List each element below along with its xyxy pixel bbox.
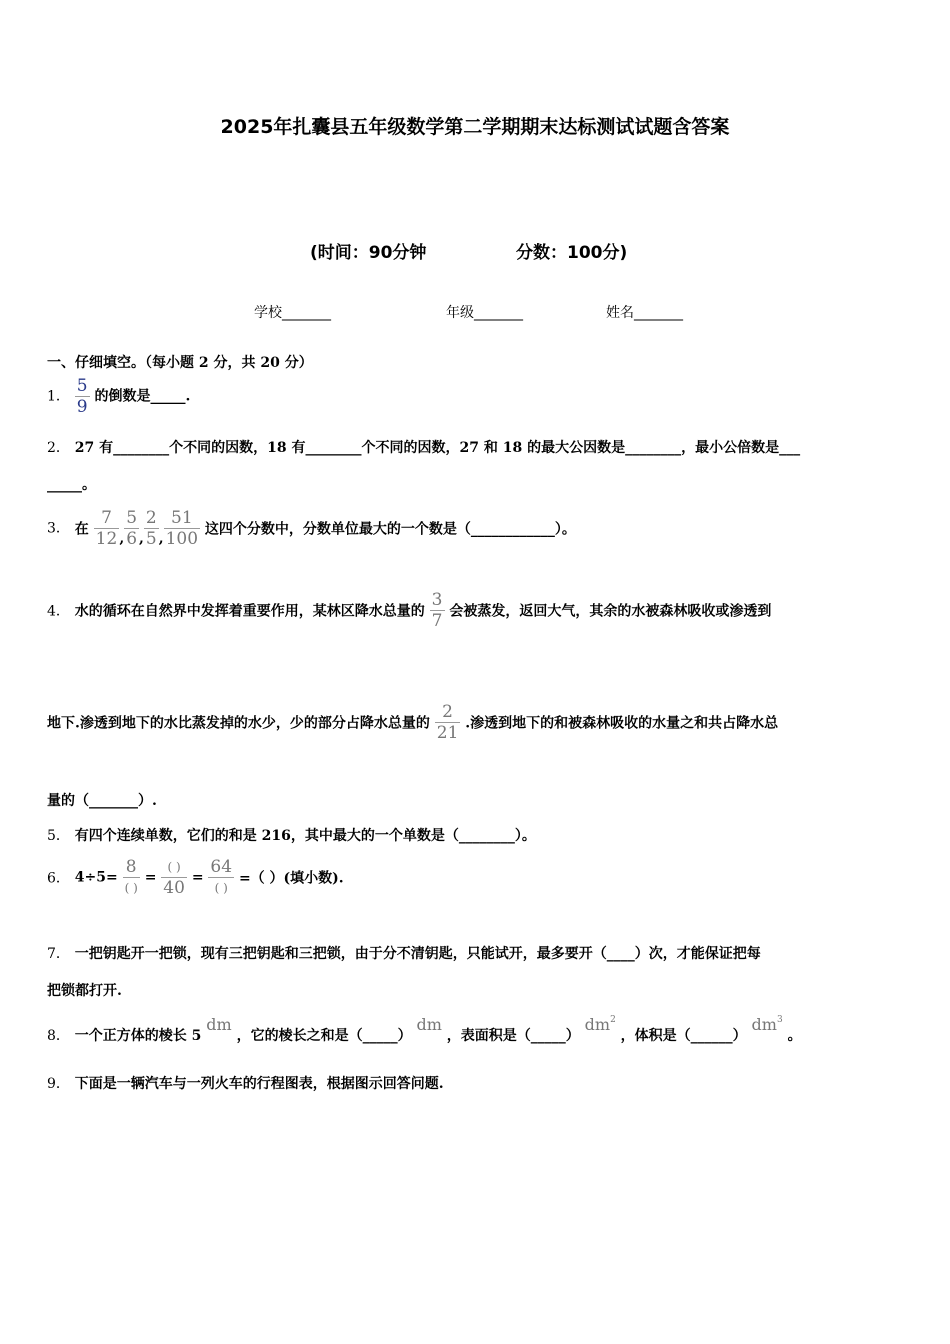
question-text: .渗透到地下的和被森林吸收的水量之和共占降水总 — [465, 715, 779, 732]
exam-score: 分数：100分) — [516, 243, 628, 263]
question-3 — [47, 508, 576, 549]
question-9 — [47, 1073, 444, 1093]
question-number: 9． — [47, 1076, 70, 1092]
question-8 — [47, 1015, 802, 1045]
question-prefix: 4÷5= — [74, 869, 118, 886]
denominator: 7 — [431, 611, 443, 631]
question-text: =（ ）(填小数). — [238, 870, 344, 887]
fraction — [144, 508, 159, 549]
numerator: 2 — [435, 702, 461, 723]
question-number: 8． — [47, 1028, 70, 1044]
numerator: 2 — [145, 508, 157, 528]
question-number: 3． — [47, 520, 70, 537]
question-text: 27 有________个不同的因数，18 有________个不同的因数，27 和 18 的最大公因数是________，最小公倍数是___ — [74, 440, 801, 456]
unit-label: dm — [206, 1015, 232, 1034]
question-text: 一把钥匙开一把锁，现有三把钥匙和三把锁，由于分不清钥匙，只能试开，最多要开（____）次，才能保证把每 — [74, 946, 761, 962]
unit-text: dm — [584, 1015, 611, 1034]
numerator: 5 — [76, 376, 88, 396]
question-text: 水的循环在自然界中发挥着重要作用，某林区降水总量的 — [74, 603, 425, 620]
question-number: 1． — [47, 388, 70, 405]
numerator: 8 — [123, 857, 140, 878]
separator: , — [119, 530, 125, 547]
question-text: 的倒数是_____. — [94, 388, 191, 405]
question-prefix: 在 — [74, 521, 89, 538]
page-title: 2025年扎囊县五年级数学第二学期期末达标测试试题含答案 — [220, 116, 730, 138]
separator: , — [139, 530, 144, 547]
question-6 — [47, 857, 344, 898]
unit-exponent: 3 — [776, 1015, 783, 1025]
denominator: 40 — [163, 878, 185, 898]
fraction — [123, 857, 140, 898]
question-2 — [47, 437, 800, 457]
denominator: 100 — [165, 529, 199, 549]
question-4-line-2 — [47, 702, 778, 743]
fraction — [124, 508, 139, 549]
separator: , — [158, 530, 164, 547]
question-1 — [47, 376, 190, 417]
section-heading: 一、仔细填空。（每小题 2 分，共 20 分） — [47, 355, 313, 371]
denominator: 12 — [95, 529, 118, 549]
question-text: ，表面积是（_____） — [446, 1028, 580, 1044]
name-field: 姓名_______ — [606, 305, 683, 321]
fraction — [161, 857, 187, 898]
grade-field: 年级_______ — [446, 305, 523, 321]
school-field: 学校_______ — [254, 305, 331, 321]
question-number: 4． — [47, 603, 70, 620]
question-text: 这四个分数中，分数单位最大的一个数是（____________）。 — [204, 521, 576, 538]
question-text: 有四个连续单数，它们的和是 216，其中最大的一个单数是（________）。 — [74, 828, 536, 844]
question-2-continued: _____。 — [47, 477, 96, 493]
question-text: 。 — [787, 1028, 802, 1044]
question-number: 2． — [47, 440, 70, 456]
numerator: 5 — [126, 508, 138, 528]
unit-label — [585, 1015, 616, 1034]
equals-sign: = — [144, 869, 157, 886]
numerator: ( ) — [161, 857, 187, 878]
numerator: 51 — [164, 508, 200, 529]
denominator: 9 — [76, 397, 88, 417]
question-5 — [47, 825, 536, 845]
numerator: 64 — [210, 857, 233, 877]
question-text: ，它的棱长之和是（_____） — [236, 1028, 412, 1044]
unit-label: dm — [416, 1015, 442, 1034]
equals-sign: = — [191, 869, 204, 886]
question-number: 6． — [47, 870, 70, 887]
denominator: ( ) — [124, 881, 138, 895]
exam-time: (时间：90分钟 — [310, 243, 427, 263]
question-text: 会被蒸发，返回大气，其余的水被森林吸收或渗透到 — [449, 603, 772, 620]
denominator: 5 — [145, 529, 157, 549]
question-4 — [47, 590, 771, 631]
unit-label — [752, 1015, 783, 1034]
question-4-line-3: 量的（_______）. — [47, 793, 157, 809]
fraction — [75, 376, 90, 417]
numerator: 7 — [94, 508, 120, 529]
question-7-continued: 把锁都打开. — [47, 983, 122, 999]
denominator: 6 — [126, 529, 138, 549]
question-text: ，体积是（______） — [620, 1028, 747, 1044]
numerator: 3 — [431, 590, 443, 610]
fraction — [94, 508, 120, 549]
denominator: ( ) — [214, 881, 228, 895]
question-number: 5． — [47, 828, 70, 844]
fraction — [164, 508, 200, 549]
question-text: 一个正方体的棱长 5 — [74, 1028, 202, 1044]
unit-exponent: 2 — [610, 1015, 616, 1025]
question-text: 地下.渗透到地下的水比蒸发掉的水少，少的部分占降水总量的 — [47, 715, 430, 732]
unit-text: dm — [751, 1015, 777, 1034]
question-number: 7． — [47, 946, 70, 962]
question-7 — [47, 943, 761, 963]
fraction — [208, 857, 234, 898]
question-text: 下面是一辆汽车与一列火车的行程图表，根据图示回答问题. — [74, 1076, 444, 1092]
denominator: 21 — [436, 723, 459, 743]
fraction — [435, 702, 461, 743]
fraction — [430, 590, 445, 631]
